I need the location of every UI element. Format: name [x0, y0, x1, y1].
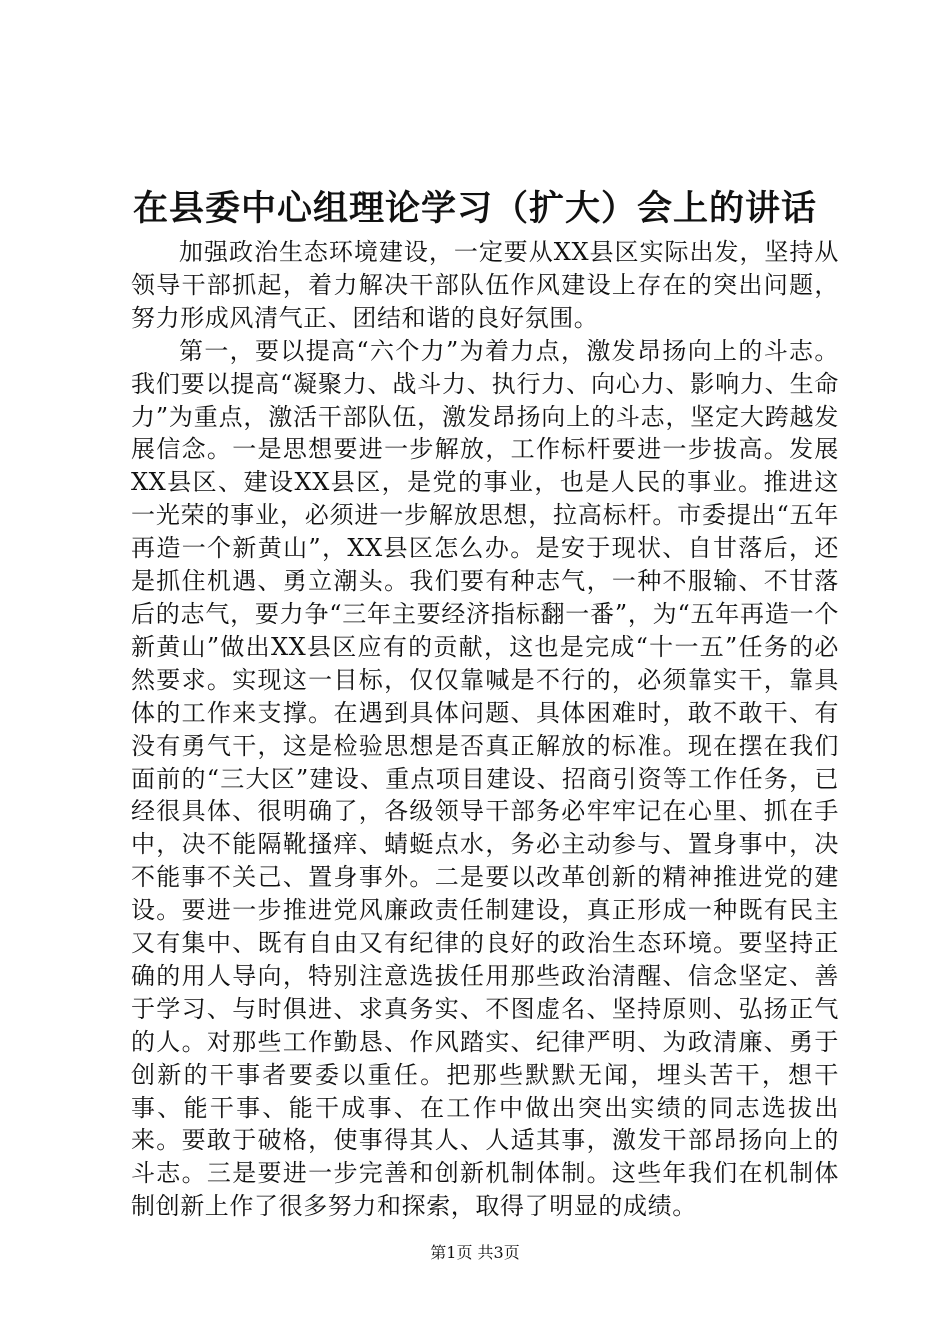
paragraph-intro: 加强政治生态环境建设，一定要从XX县区实际出发，坚持从领导干部抓起，着力解决干部队伍作风建设上存在的突出问题，努力形成风清气正、团结和谐的良好氛围。 [131, 238, 839, 332]
paragraph-first-point: 第一，要以提高“六个力”为着力点，激发昂扬向上的斗志。我们要以提高“凝聚力、战斗力、执行力、向心力、影响力、生命力”为重点，激活干部队伍，激发昂扬向上的斗志，坚定大跨越发展信念。一是思想要进一步解放，工作标杆要进一步拔高。发展XX县区、建设XX县区，是党的事业，也是人民的事业。推进这一光荣的事业，必须进一步解放思想，拉高标杆。市委提出“五年再造一个新黄山”，XX县区怎么办。是安于现状、自甘落后，还是抓住机遇、勇立潮头。我们要有种志气，一种不服输、不甘落后的志气，要力争“三年主要经济指标翻一番”，为“五年再造一个新黄山”做出XX县区应有的贡献，这也是完成“十一五”任务的必然要求。实现这一目标，仅仅靠喊是不行的，必须靠实干，靠具体的工作来支撑。在遇到具体问题、具体困难时，敢不敢干、有没有勇气干，这是检验思想是否真正解放的标准。现在摆在我们面前的“三大区”建设、重点项目建设、招商引资等工作任务，已经很具体、很明确了，各级领导干部务必牢牢记在心里、抓在手中，决不能隔靴搔痒、蜻蜓点水，务必主动参与、置身事中，决不能事不关己、置身事外。二是要以改革创新的精神推进党的建设。要进一步推进党风廉政责任制建设，真正形成一种既有民主又有集中、既有自由又有纪律的良好的政治生态环境。要坚持正确的用人导向，特别注意选拔任用那些政治清醒、信念坚定、善于学习、与时俱进、求真务实、不图虚名、坚持原则、弘扬正气的人。对那些工作勤恳、作风踏实、纪律严明、为政清廉、勇于创新的干事者要委以重任。把那些默默无闻，埋头苦干，想干事、能干事、能干成事、在工作中做出突出实绩的同志选拔出来。要敢于破格，使事得其人、人适其事，激发干部昂扬向上的斗志。三是要进一步完善和创新机制体制。这些年我们在机制体制创新上作了很多努力和探索，取得了明显的成绩。 [131, 336, 839, 1221]
page-title: 在县委中心组理论学习（扩大）会上的讲话 [132, 188, 817, 229]
document-body [131, 236, 839, 1223]
page-number: 第1页 共3页 [430, 1243, 520, 1262]
